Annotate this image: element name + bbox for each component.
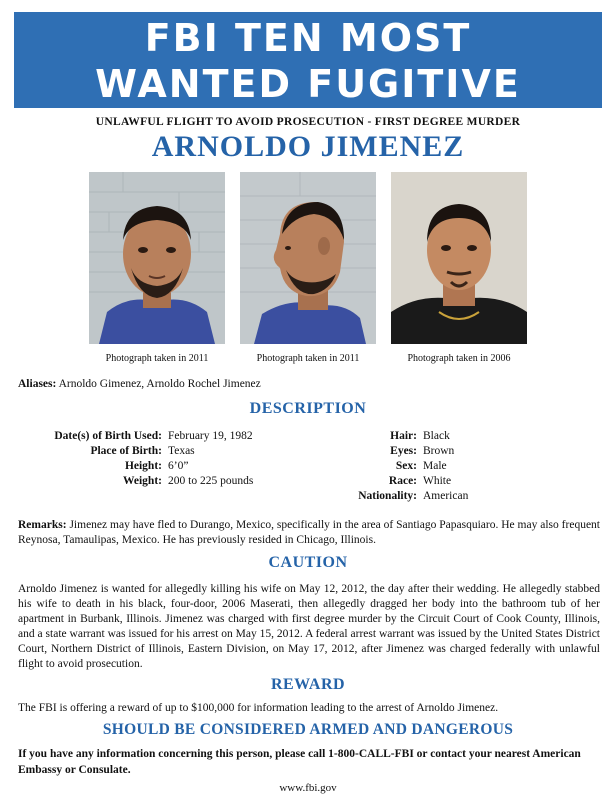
eyes-label: Eyes:	[390, 445, 417, 457]
aliases-value: Arnoldo Gimenez, Arnoldo Rochel Jimenez	[58, 378, 261, 390]
mugshot-profile-icon	[240, 172, 376, 344]
height-value: 6’0”	[168, 460, 189, 472]
dob-value: February 19, 1982	[168, 430, 253, 442]
armed-dangerous-warning: SHOULD BE CONSIDERED ARMED AND DANGEROUS	[102, 721, 514, 738]
description-heading: DESCRIPTION	[249, 400, 367, 417]
birthplace-value: Texas	[168, 445, 195, 457]
race-label: Race:	[388, 475, 417, 487]
reward-heading: REWARD	[270, 676, 346, 693]
nationality-label: Nationality:	[358, 490, 417, 502]
reward-paragraph: The FBI is offering a reward of up to $100,000 for information leading to the arrest of Arnoldo Jimenez.	[18, 702, 499, 714]
charge-subtitle: UNLAWFUL FLIGHT TO AVOID PROSECUTION - FIRST DEGREE MURDER	[95, 116, 521, 128]
eyes-value: Brown	[423, 445, 455, 457]
hair-value: Black	[423, 430, 450, 442]
hair-label: Hair:	[390, 430, 417, 442]
footer-url[interactable]: www.fbi.gov	[279, 782, 337, 794]
sex-value: Male	[423, 460, 447, 472]
aliases	[18, 378, 261, 390]
contact-info: If you have any information concerning this person, please call 1-800-CALL-FBI or contact your nearest American Embassy or Consulate.	[18, 748, 581, 776]
banner-title-line1: FBI TEN MOST	[144, 16, 472, 60]
remarks-label: Remarks:	[18, 519, 67, 531]
caution-heading: CAUTION	[268, 554, 348, 571]
dob-label: Date(s) of Birth Used:	[54, 430, 162, 442]
photo-portrait-icon	[391, 172, 527, 344]
height-label: Height:	[124, 460, 162, 472]
weight-label: Weight:	[123, 475, 162, 487]
mugshot-front-icon	[89, 172, 225, 344]
nationality-value: American	[423, 490, 469, 502]
photo-caption: Photograph taken in 2011	[105, 353, 209, 364]
header-banner	[14, 12, 602, 108]
remarks-paragraph	[18, 518, 600, 548]
caution-paragraph: Arnoldo Jimenez is wanted for allegedly killing his wife on May 12, 2012, the day after their wedding. He allegedly stabbed his wife to death in his black, four-door, 2006 Maserati, then allegedly dragged her body into the bathroom tub of her apartment in Burbank, Illinois. Jimenez was charged with first degree murder by the Circuit Court of Cook County, Illinois, and a state warrant was issued for his arrest on May 15, 2012. A federal arrest warrant was issued by the United States District Court, Northern District of Illinois, Eastern Division, on May 17, 2012, after Jimenez was charged federally with unlawful flight to avoid prosecution.	[18, 583, 600, 670]
remarks-text: Jimenez may have fled to Durango, Mexico, specifically in the area of Santiago Papasquiaro. He may also frequent Reynosa, Tamaulipas, Mexico. He has previously resided in Chicago, Illinois.	[18, 519, 600, 546]
photo-profile	[240, 172, 376, 344]
fugitive-name: ARNOLDO JIMENEZ	[151, 130, 465, 163]
weight-value: 200 to 225 pounds	[168, 475, 254, 487]
photo-front	[89, 172, 225, 344]
photo-caption: Photograph taken in 2011	[256, 353, 360, 364]
aliases-label: Aliases:	[18, 378, 57, 390]
photo-portrait	[391, 172, 527, 344]
banner-title-line2: WANTED FUGITIVE	[95, 62, 521, 106]
race-value: White	[423, 475, 452, 487]
birthplace-label: Place of Birth:	[90, 445, 162, 457]
photo-caption: Photograph taken in 2006	[407, 353, 511, 364]
sex-label: Sex:	[395, 460, 417, 472]
